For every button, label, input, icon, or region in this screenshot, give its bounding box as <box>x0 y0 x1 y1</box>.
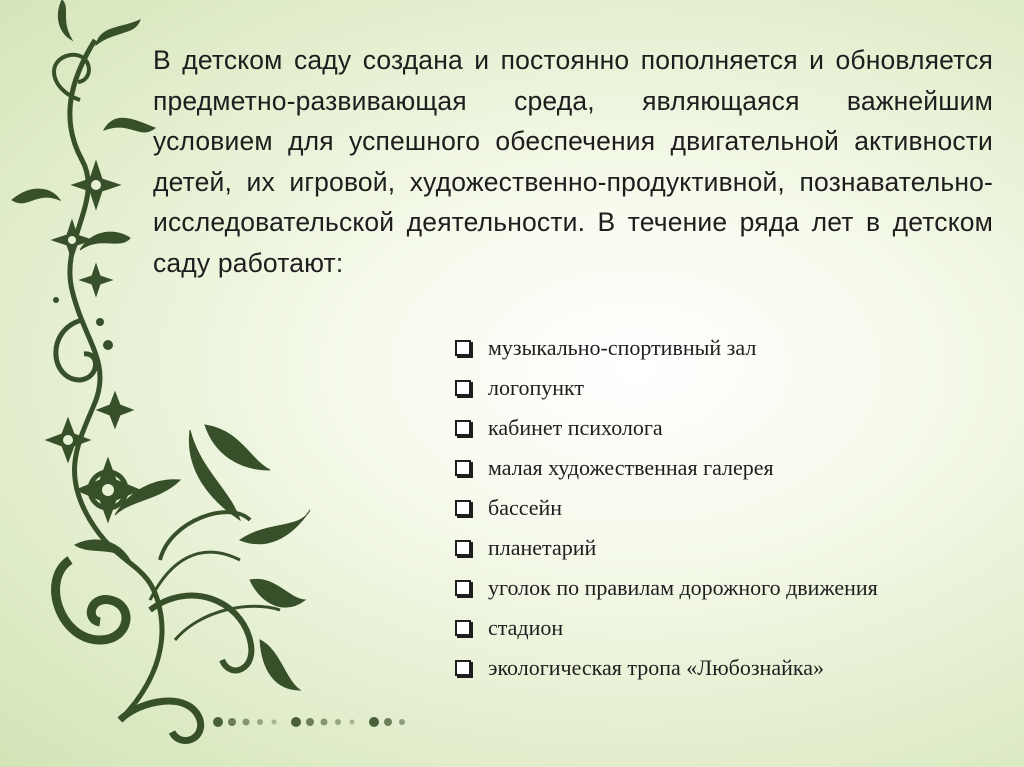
hollow-square-bullet-icon <box>455 460 471 476</box>
facility-list <box>455 334 935 694</box>
hollow-square-bullet-icon <box>455 620 471 636</box>
hollow-square-bullet-icon <box>455 380 471 396</box>
list-item-text: музыкально-спортивный зал <box>488 335 757 360</box>
list-item <box>455 414 935 442</box>
list-item-text: экологическая тропа «Любознайка» <box>488 655 824 680</box>
hollow-square-bullet-icon <box>455 540 471 556</box>
list-item-text: стадион <box>488 615 564 640</box>
list-item-text: планетарий <box>488 535 597 560</box>
list-item-text: бассейн <box>488 495 563 520</box>
list-item <box>455 614 935 642</box>
list-item-text: малая художественная галерея <box>488 455 774 480</box>
list-item <box>455 334 935 362</box>
list-item-text: уголок по правилам дорожного движения <box>488 575 878 600</box>
hollow-square-bullet-icon <box>455 580 471 596</box>
intro-paragraph: В детском саду создана и постоянно пополняется и обновляется предметно-развивающая среда, являющаяся важнейшим условием для успешного обеспечения двигательной активности детей, их игровой, художественно-продуктивной, познавательно-исследовательской деятельности. В течение ряда лет в детском саду работают: <box>153 45 993 278</box>
list-item <box>455 654 935 682</box>
list-item <box>455 494 935 522</box>
list-item <box>455 574 935 602</box>
hollow-square-bullet-icon <box>455 660 471 676</box>
list-item-text: кабинет психолога <box>488 415 663 440</box>
list-item-text: логопункт <box>488 375 585 400</box>
hollow-square-bullet-icon <box>455 500 471 516</box>
list-item <box>455 374 935 402</box>
list-item <box>455 454 935 482</box>
list-item <box>455 534 935 562</box>
hollow-square-bullet-icon <box>455 340 471 356</box>
hollow-square-bullet-icon <box>455 420 471 436</box>
